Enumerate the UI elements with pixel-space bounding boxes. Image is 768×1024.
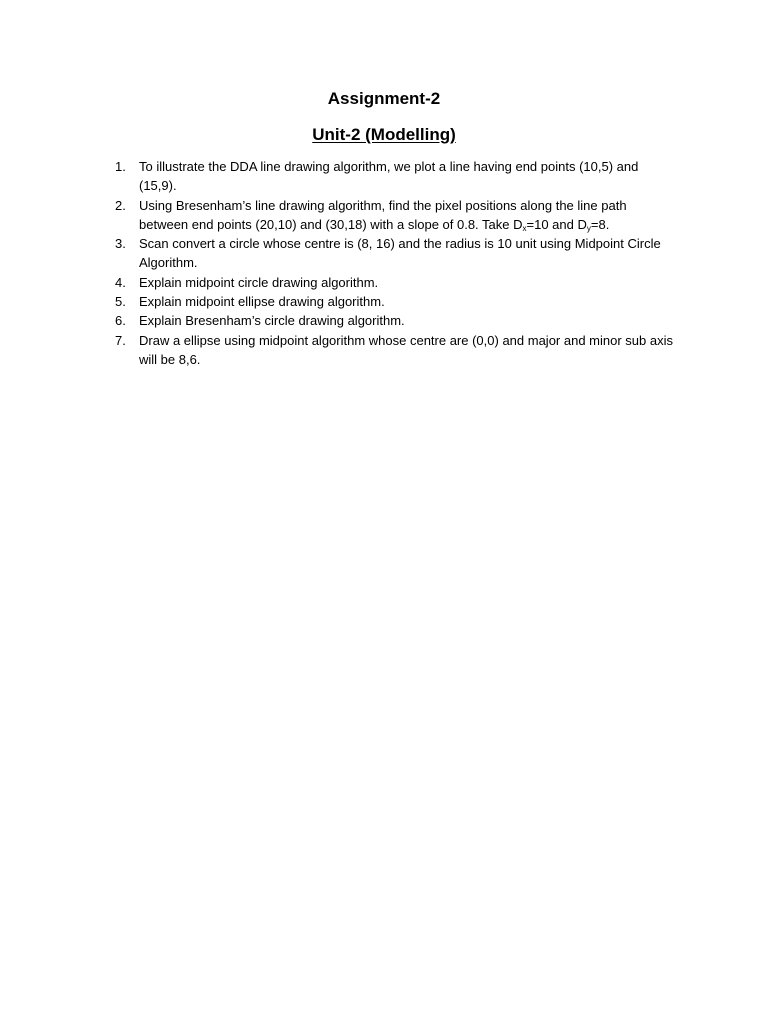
subscript-y: y <box>586 223 591 233</box>
subscript-x: x <box>522 223 527 233</box>
question-number: 3. <box>115 236 126 252</box>
document-subtitle <box>0 124 768 146</box>
question-list <box>115 157 675 369</box>
question-number: 1. <box>115 159 126 174</box>
question-text: Scan convert a circle whose centre is (8, 16) and the radius is 10 unit using Midpoint Circle Algorithm. <box>139 236 661 271</box>
question-text-end: =8. <box>590 216 610 232</box>
question-text-start: Using Bresenham’s line drawing algorithm, find the pixel positions along the line path between end points (20,10) and (30,18) with a slope of 0.8. Take D <box>139 197 627 232</box>
question-item-3 <box>115 234 675 273</box>
question-item-4 <box>115 273 675 292</box>
question-item-7 <box>115 331 675 370</box>
question-text: Explain midpoint circle drawing algorithm. <box>139 274 379 290</box>
question-text: Explain Bresenham’s circle drawing algorithm. <box>139 313 405 329</box>
question-text: Draw a ellipse using midpoint algorithm whose centre are (0,0) and major and minor sub axis will be 8,6. <box>139 332 673 367</box>
question-item-2 <box>115 196 675 235</box>
question-text: Explain midpoint ellipse drawing algorithm. <box>139 294 385 310</box>
question-text: To illustrate the DDA line drawing algorithm, we plot a line having end points (10,5) and (15,9). <box>139 159 639 194</box>
question-item-1 <box>115 157 675 196</box>
question-number: 6. <box>115 313 126 329</box>
question-text-middle: =10 and D <box>526 216 587 232</box>
question-number: 7. <box>115 332 126 348</box>
question-item-6 <box>115 311 675 330</box>
question-item-5 <box>115 292 675 311</box>
question-number: 5. <box>115 294 126 310</box>
question-number: 4. <box>115 274 126 290</box>
document-subtitle-text: Unit-2 (Modelling) <box>312 125 456 144</box>
question-number: 2. <box>115 197 126 213</box>
document-title: Assignment-2 <box>327 89 441 108</box>
